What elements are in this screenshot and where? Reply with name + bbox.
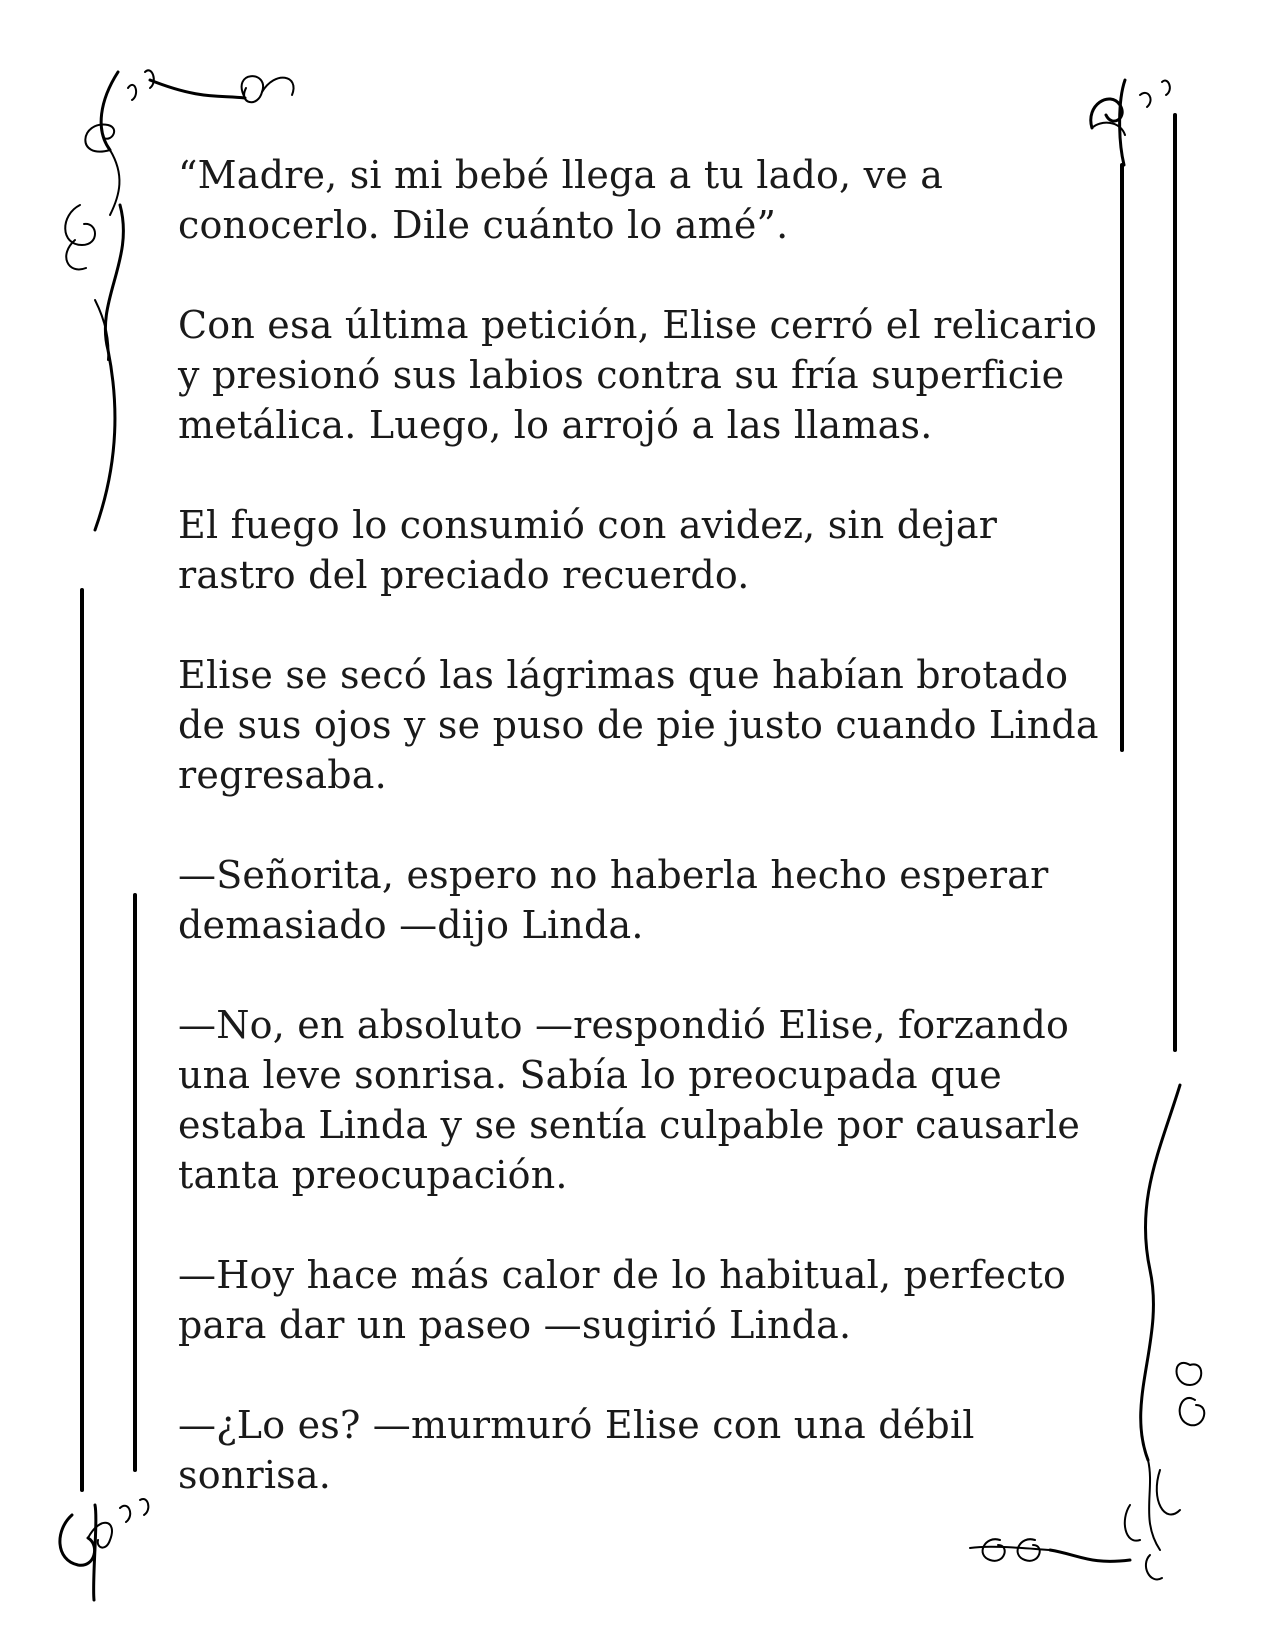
paragraph-3: El fuego lo consumió con avidez, sin dejar rastro del preciado recuerdo. [178, 503, 998, 597]
paragraph-6: —No, en absoluto —respondió Elise, forzando una leve sonrisa. Sabía lo preocupada que estaba Linda y se sentía culpable por causarle tanta preocupación. [178, 1003, 1081, 1197]
paragraph-5: —Señorita, espero no haberla hecho esperar demasiado —dijo Linda. [178, 853, 1049, 947]
paragraph-7: —Hoy hace más calor de lo habitual, perfecto para dar un paseo —sugirió Linda. [178, 1253, 1067, 1347]
paragraph-1: “Madre, si mi bebé llega a tu lado, ve a conocerlo. Dile cuánto lo amé”. [178, 153, 944, 247]
story-text [178, 150, 1108, 1550]
flourish-bottom-left-icon [60, 1499, 148, 1600]
paragraph-4: Elise se secó las lágrimas que habían brotado de sus ojos y se puso de pie justo cuando Linda regresaba. [178, 653, 1099, 797]
paragraph-8: —¿Lo es? —murmuró Elise con una débil sonrisa. [178, 1403, 975, 1497]
paragraph-2: Con esa última petición, Elise cerró el relicario y presionó sus labios contra su fría superficie metálica. Luego, lo arrojó a las llamas. [178, 303, 1098, 447]
